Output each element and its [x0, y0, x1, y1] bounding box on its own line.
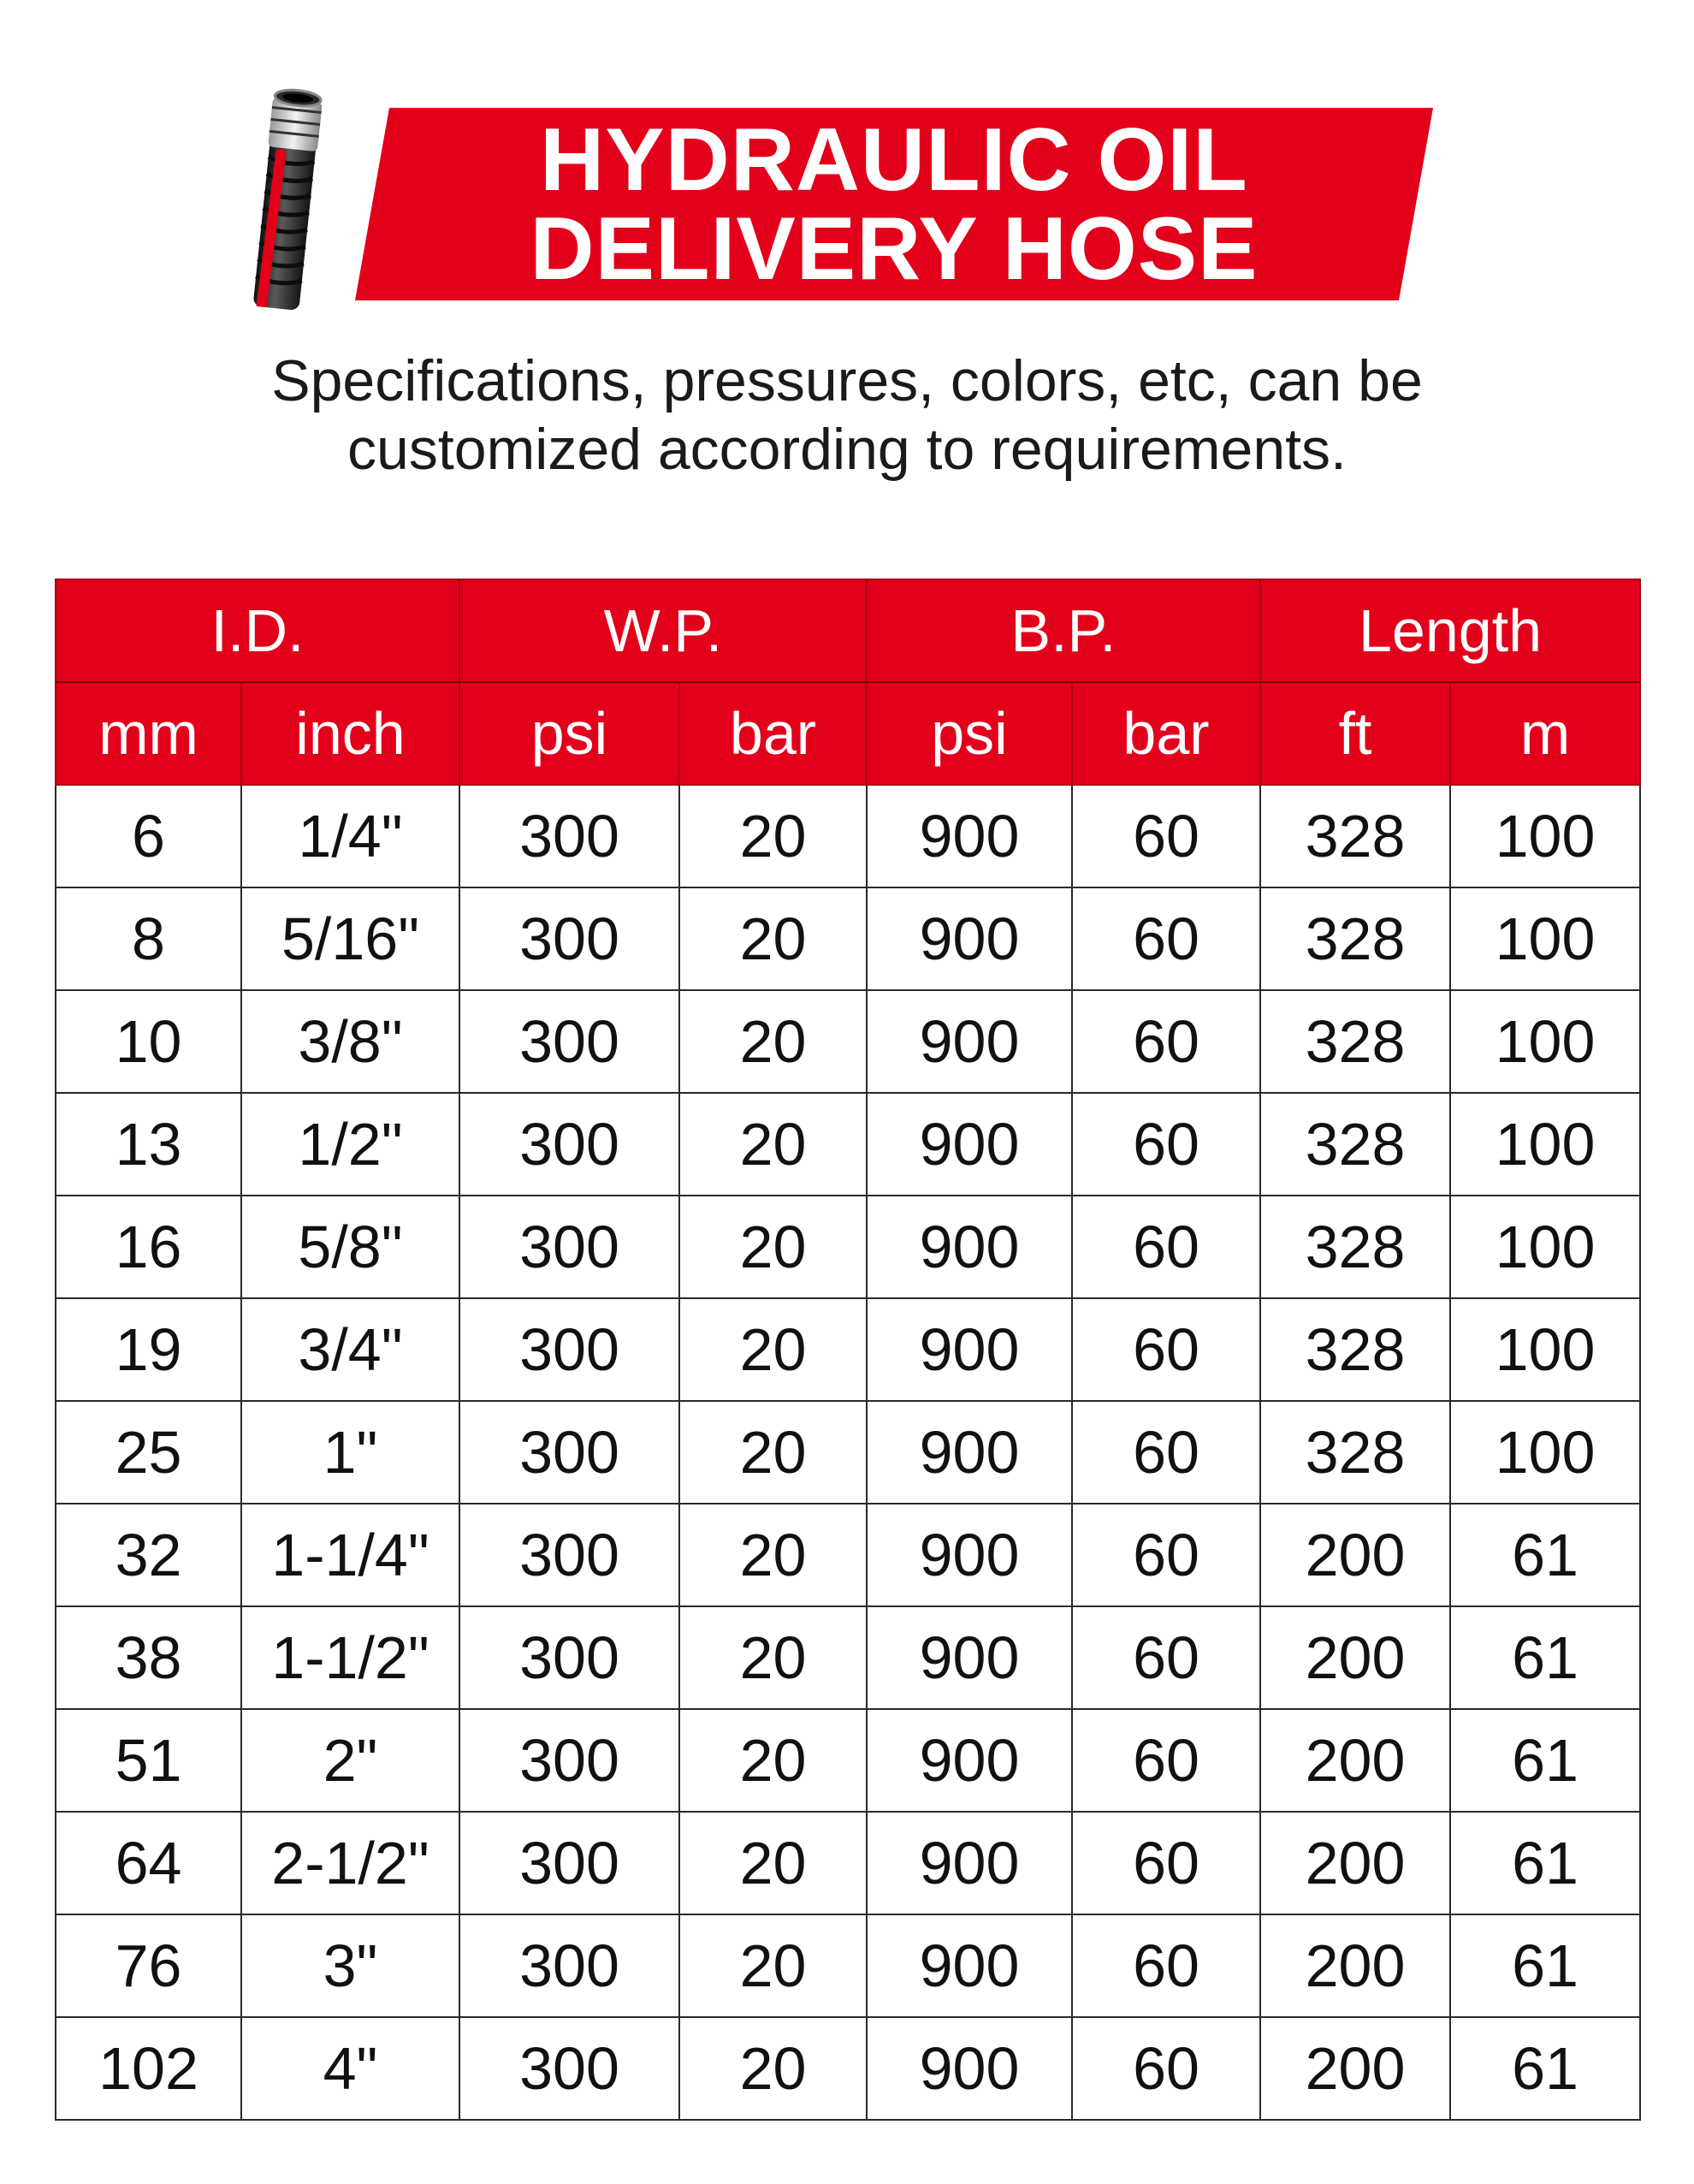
- table-row: [56, 1606, 1640, 1709]
- cell-inch: 3": [241, 1914, 459, 2017]
- unit-header-inch: inch: [241, 682, 459, 785]
- subtitle-line-1: Specifications, pressures, colors, etc, can be: [271, 348, 1423, 413]
- title-line-2: DELIVERY HOSE: [530, 199, 1259, 299]
- cell-mm: 38: [56, 1606, 241, 1709]
- cell-ft: 200: [1260, 1709, 1450, 1812]
- cell-mm: 8: [56, 887, 241, 990]
- cell-m: 61: [1450, 1914, 1640, 2017]
- table-row: [56, 1196, 1640, 1298]
- cell-inch: 3/4": [241, 1298, 459, 1401]
- cell-m: 61: [1450, 1709, 1640, 1812]
- group-header-id: I.D.: [56, 579, 459, 682]
- cell-wp-psi: 300: [459, 1196, 679, 1298]
- cell-ft: 200: [1260, 2017, 1450, 2120]
- cell-bp-bar: 60: [1072, 1504, 1260, 1606]
- cell-mm: 13: [56, 1093, 241, 1196]
- cell-m: 100: [1450, 887, 1640, 990]
- table-row: [56, 785, 1640, 887]
- cell-bp-psi: 900: [867, 1298, 1072, 1401]
- cell-mm: 16: [56, 1196, 241, 1298]
- cell-ft: 200: [1260, 1504, 1450, 1606]
- cell-bp-psi: 900: [867, 1812, 1072, 1914]
- cell-bp-psi: 900: [867, 1401, 1072, 1504]
- cell-wp-bar: 20: [679, 1093, 867, 1196]
- cell-bp-bar: 60: [1072, 1093, 1260, 1196]
- cell-bp-psi: 900: [867, 887, 1072, 990]
- subtitle-line-2: customized according to requirements.: [347, 417, 1347, 482]
- table-row: [56, 1401, 1640, 1504]
- cell-bp-psi: 900: [867, 1504, 1072, 1606]
- cell-ft: 200: [1260, 1914, 1450, 2017]
- cell-m: 100: [1450, 1093, 1640, 1196]
- table-row: [56, 1709, 1640, 1812]
- cell-wp-bar: 20: [679, 1298, 867, 1401]
- table-row: [56, 1812, 1640, 1914]
- cell-inch: 1-1/2": [241, 1606, 459, 1709]
- spec-table: [55, 579, 1641, 2121]
- cell-ft: 328: [1260, 1298, 1450, 1401]
- cell-mm: 10: [56, 990, 241, 1093]
- page-title: [355, 108, 1433, 300]
- cell-ft: 200: [1260, 1812, 1450, 1914]
- cell-wp-psi: 300: [459, 990, 679, 1093]
- cell-bp-bar: 60: [1072, 785, 1260, 887]
- cell-ft: 200: [1260, 1606, 1450, 1709]
- cell-wp-bar: 20: [679, 1812, 867, 1914]
- table-row: [56, 1093, 1640, 1196]
- subtitle: [0, 347, 1694, 484]
- cell-wp-psi: 300: [459, 1709, 679, 1812]
- cell-m: 61: [1450, 1812, 1640, 1914]
- cell-bp-psi: 900: [867, 2017, 1072, 2120]
- cell-mm: 76: [56, 1914, 241, 2017]
- group-header-bp: B.P.: [867, 579, 1260, 682]
- cell-wp-psi: 300: [459, 1914, 679, 2017]
- cell-wp-psi: 300: [459, 1401, 679, 1504]
- cell-m: 61: [1450, 1504, 1640, 1606]
- cell-bp-bar: 60: [1072, 2017, 1260, 2120]
- cell-ft: 328: [1260, 1093, 1450, 1196]
- unit-header-mm: mm: [56, 682, 241, 785]
- cell-m: 100: [1450, 990, 1640, 1093]
- cell-inch: 3/8": [241, 990, 459, 1093]
- table-group-header-row: [56, 579, 1640, 682]
- cell-mm: 25: [56, 1401, 241, 1504]
- cell-wp-psi: 300: [459, 1504, 679, 1606]
- cell-m: 61: [1450, 1606, 1640, 1709]
- cell-ft: 328: [1260, 887, 1450, 990]
- cell-m: 100: [1450, 1298, 1640, 1401]
- table-body: [56, 785, 1640, 2120]
- cell-bp-psi: 900: [867, 1914, 1072, 2017]
- table-row: [56, 1914, 1640, 2017]
- cell-wp-bar: 20: [679, 2017, 867, 2120]
- cell-wp-bar: 20: [679, 1504, 867, 1606]
- cell-ft: 328: [1260, 1196, 1450, 1298]
- cell-inch: 1": [241, 1401, 459, 1504]
- cell-wp-bar: 20: [679, 1914, 867, 2017]
- unit-header-bp-bar: bar: [1072, 682, 1260, 785]
- unit-header-ft: ft: [1260, 682, 1450, 785]
- cell-ft: 328: [1260, 785, 1450, 887]
- cell-inch: 2": [241, 1709, 459, 1812]
- cell-ft: 328: [1260, 990, 1450, 1093]
- hose-illustration-icon: [224, 65, 352, 313]
- unit-header-wp-bar: bar: [679, 682, 867, 785]
- table-row: [56, 990, 1640, 1093]
- table-row: [56, 1504, 1640, 1606]
- title-line-1: HYDRAULIC OIL: [540, 110, 1248, 210]
- group-header-wp: W.P.: [459, 579, 867, 682]
- cell-m: 100: [1450, 1196, 1640, 1298]
- cell-inch: 5/8": [241, 1196, 459, 1298]
- cell-m: 100: [1450, 785, 1640, 887]
- cell-wp-bar: 20: [679, 1606, 867, 1709]
- cell-inch: 5/16": [241, 887, 459, 990]
- cell-wp-bar: 20: [679, 1196, 867, 1298]
- cell-mm: 6: [56, 785, 241, 887]
- cell-wp-bar: 20: [679, 990, 867, 1093]
- table-row: [56, 2017, 1640, 2120]
- cell-ft: 328: [1260, 1401, 1450, 1504]
- cell-bp-psi: 900: [867, 1709, 1072, 1812]
- cell-bp-bar: 60: [1072, 1709, 1260, 1812]
- cell-inch: 1-1/4": [241, 1504, 459, 1606]
- cell-wp-psi: 300: [459, 1298, 679, 1401]
- cell-bp-bar: 60: [1072, 887, 1260, 990]
- unit-header-m: m: [1450, 682, 1640, 785]
- cell-wp-psi: 300: [459, 1093, 679, 1196]
- cell-wp-bar: 20: [679, 1401, 867, 1504]
- group-header-length: Length: [1260, 579, 1640, 682]
- cell-bp-psi: 900: [867, 1196, 1072, 1298]
- cell-bp-bar: 60: [1072, 990, 1260, 1093]
- cell-bp-psi: 900: [867, 1093, 1072, 1196]
- cell-mm: 19: [56, 1298, 241, 1401]
- cell-wp-psi: 300: [459, 1812, 679, 1914]
- cell-inch: 1/2": [241, 1093, 459, 1196]
- unit-header-wp-psi: psi: [459, 682, 679, 785]
- cell-mm: 64: [56, 1812, 241, 1914]
- table-row: [56, 1298, 1640, 1401]
- unit-header-bp-psi: psi: [867, 682, 1072, 785]
- cell-wp-psi: 300: [459, 887, 679, 990]
- cell-wp-psi: 300: [459, 2017, 679, 2120]
- cell-mm: 102: [56, 2017, 241, 2120]
- cell-bp-psi: 900: [867, 1606, 1072, 1709]
- cell-wp-psi: 300: [459, 1606, 679, 1709]
- table-row: [56, 887, 1640, 990]
- cell-bp-bar: 60: [1072, 1812, 1260, 1914]
- cell-bp-psi: 900: [867, 990, 1072, 1093]
- cell-wp-bar: 20: [679, 887, 867, 990]
- cell-mm: 51: [56, 1709, 241, 1812]
- title-banner: [355, 108, 1433, 300]
- cell-bp-bar: 60: [1072, 1401, 1260, 1504]
- cell-bp-bar: 60: [1072, 1196, 1260, 1298]
- cell-m: 100: [1450, 1401, 1640, 1504]
- cell-bp-bar: 60: [1072, 1914, 1260, 2017]
- cell-wp-bar: 20: [679, 785, 867, 887]
- cell-wp-psi: 300: [459, 785, 679, 887]
- cell-m: 61: [1450, 2017, 1640, 2120]
- cell-inch: 2-1/2": [241, 1812, 459, 1914]
- cell-bp-bar: 60: [1072, 1298, 1260, 1401]
- cell-mm: 32: [56, 1504, 241, 1606]
- cell-bp-bar: 60: [1072, 1606, 1260, 1709]
- cell-inch: 1/4": [241, 785, 459, 887]
- cell-inch: 4": [241, 2017, 459, 2120]
- cell-bp-psi: 900: [867, 785, 1072, 887]
- cell-wp-bar: 20: [679, 1709, 867, 1812]
- table-unit-header-row: [56, 682, 1640, 785]
